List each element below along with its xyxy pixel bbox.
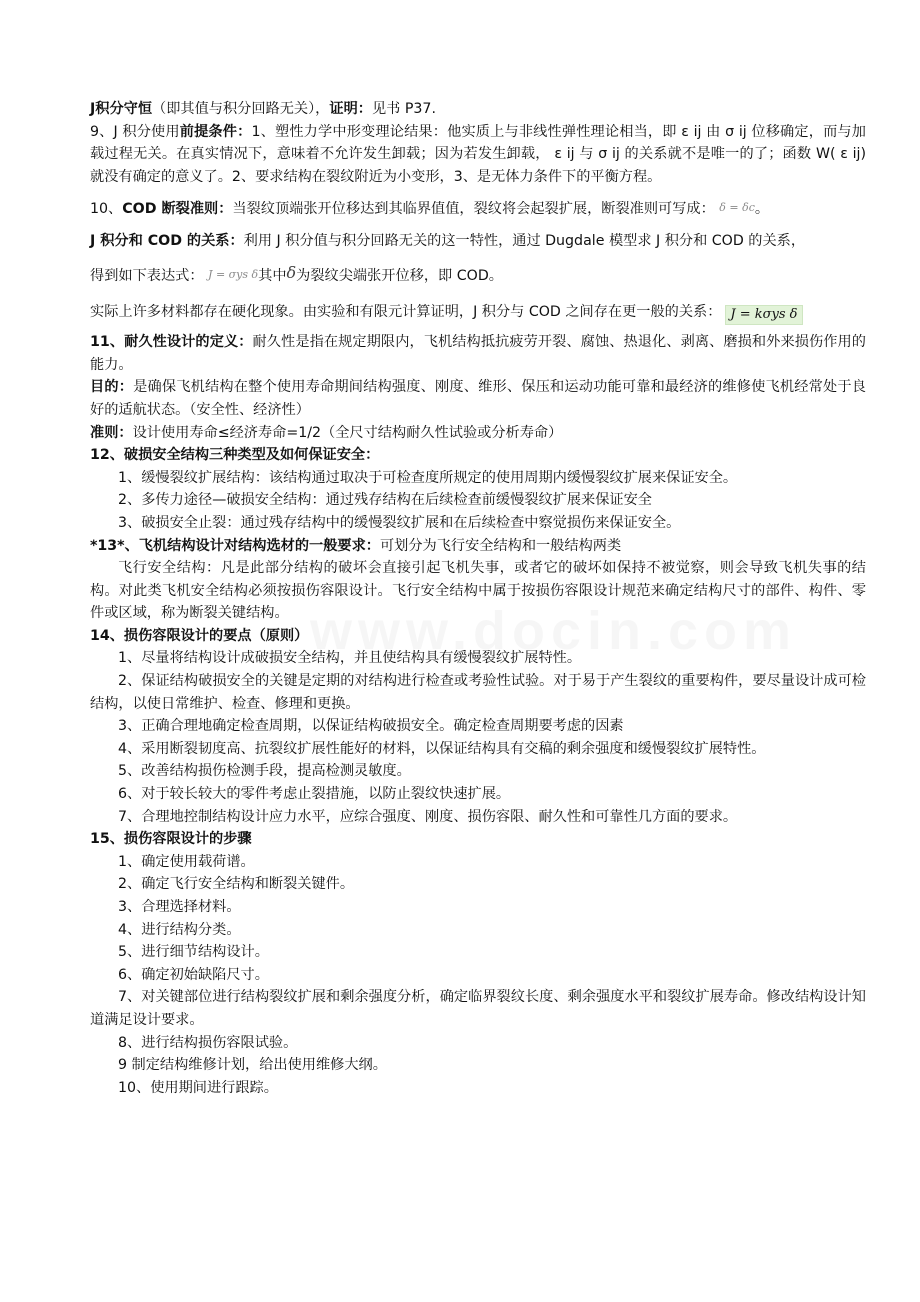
- list-item: 1、尽量将结构设计成破损安全结构，并且使结构具有缓慢裂纹扩展特性。: [118, 650, 582, 667]
- list-item: 4、采用断裂韧度高、抗裂纹扩展性能好的材料，以保证结构具有交稿的剩余强度和缓慢裂纹扩展特性。: [118, 740, 766, 757]
- list-item: 9 制定结构维修计划，给出使用维修大纲。: [118, 1057, 387, 1074]
- list-item: 1、确定使用载荷谱。: [118, 853, 255, 870]
- section-11-purpose: 目的：是确保飞机结构在整个使用寿命期间结构强度、刚度、维形、保压和运动功能可靠和最经济的维修使飞机经常处于良好的适航状态。（安全性、经济性）: [90, 379, 866, 418]
- list-item: 10、使用期间进行跟踪。: [118, 1079, 278, 1096]
- section-15-title: 15、损伤容限设计的步骤: [90, 831, 252, 848]
- j-cod-formula: J = σys δ: [208, 267, 259, 281]
- section-11-criterion: 准则：设计使用寿命≤经济寿命=1/2（全尺寸结构耐久性试验或分析寿命）: [90, 424, 563, 441]
- hardening-relation: 实际上许多材料都存在硬化现象。由实验和有限元计算证明，J 积分与 COD 之间存在更一般的关系： J = kσys δ: [90, 301, 866, 325]
- section-11: 11、耐久性设计的定义：耐久性是指在规定期限内，飞机结构抵抗疲劳开裂、腐蚀、热退化、剥离、磨损和外来损伤作用的能力。: [90, 334, 866, 373]
- j-cod-relation: J 积分和 COD 的关系：利用 J 积分值与积分回路无关的这一特性，通过 Dugdale 模型求 J 积分和 COD 的关系，: [90, 232, 806, 249]
- section-13-paragraph: 飞行安全结构：凡是此部分结构的破坏会直接引起飞机失事，或者它的破坏如保持不被觉察，则会导致飞机失事的结构。对此类飞机安全结构必须按损伤容限设计。飞行安全结构中属于按损伤容限设计规范来确定结构尺寸的部件、构件、零件或区域，称为断裂关键结构。: [90, 560, 866, 622]
- list-item: 1、缓慢裂纹扩展结构：该结构通过取决于可检查度所规定的使用周期内缓慢裂纹扩展来保证安全。: [118, 469, 738, 486]
- list-item: 2、保证结构破损安全的关键是定期的对结构进行检查或考验性试验。对于易于产生裂纹的重要构件，要尽量设计成可检结构，以使日常维护、检查、修理和更换。: [90, 673, 866, 712]
- cod-criterion-formula: δ = δc: [719, 201, 755, 215]
- list-item: 2、确定飞行安全结构和断裂关键件。: [118, 876, 355, 893]
- list-item: 7、合理地控制结构设计应力水平，应综合强度、刚度、损伤容限、耐久性和可靠性几方面的要求。: [118, 808, 738, 825]
- list-item: 7、对关键部位进行结构裂纹扩展和剩余强度分析，确定临界裂纹长度、剩余强度水平和裂纹扩展寿命。修改结构设计知道满足设计要求。: [90, 989, 866, 1028]
- list-item: 3、正确合理地确定检查周期，以保证结构破损安全。确定检查周期要考虑的因素: [118, 718, 624, 735]
- section-14-title: 14、损伤容限设计的要点（原则）: [90, 627, 309, 644]
- j-cod-expression: 得到如下表达式： J = σys δ其中δ为裂纹尖端张开位移，即 COD。: [90, 262, 503, 284]
- list-item: 8、进行结构损伤容限试验。: [118, 1034, 298, 1051]
- list-item: 5、进行细节结构设计。: [118, 944, 269, 961]
- section-12-list: [90, 467, 866, 535]
- delta-symbol: δ: [286, 262, 297, 282]
- list-item: 3、破损安全止裂：通过残存结构中的缓慢裂纹扩展和在后续检查中察觉损伤来保证安全。: [118, 514, 681, 531]
- list-item: 5、改善结构损伤检测手段，提高检测灵敏度。: [118, 763, 411, 780]
- list-item: 2、多传力途径—破损安全结构：通过残存结构在后续检查前缓慢裂纹扩展来保证安全: [118, 492, 652, 509]
- document-body: [90, 98, 866, 1099]
- list-item: 6、确定初始缺陷尺寸。: [118, 966, 269, 983]
- section-13: *13*、飞机结构设计对结构选材的一般要求：可划分为飞行安全结构和一般结构两类: [90, 537, 622, 554]
- heading: J积分守恒: [90, 101, 153, 117]
- section-10: 10、COD 断裂准则：当裂纹顶端张开位移达到其临界值值，裂纹将会起裂扩展，断裂准则可写成： δ = δc。: [90, 201, 770, 218]
- j-integral-conservation: J积分守恒（即其值与积分回路无关），证明：见书 P37.: [90, 101, 436, 117]
- list-item: 4、进行结构分类。: [118, 921, 241, 938]
- section-9: 9、J 积分使用前提条件：1、塑性力学中形变理论结果：他实质上与非线性弹性理论相当，即 ε ij 由 σ ij 位移确定，而与加载过程无关。在真实情况下，意味着不允许发生卸载；因为若发生卸载， ε ij 与 σ ij 的关系就不是唯一的了；函数 W( ε ij)就没有确定的意义了。2、要求结构在裂纹附近为小变形，3、是无体力条件下的平衡方程。: [90, 123, 866, 185]
- list-item: 6、对于较长较大的零件考虑止裂措施，以防止裂纹快速扩展。: [118, 786, 511, 803]
- hardening-formula: J = kσys δ: [725, 305, 802, 325]
- list-item: 3、合理选择材料。: [118, 899, 241, 915]
- section-12-title: 12、破损安全结构三种类型及如何保证安全：: [90, 447, 380, 464]
